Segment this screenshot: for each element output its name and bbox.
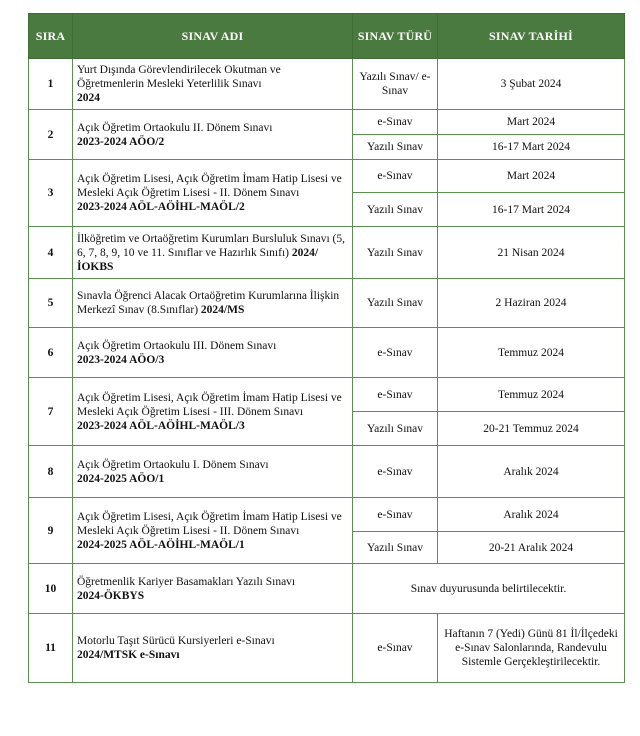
header-type: SINAV TÜRÜ (353, 14, 438, 59)
row-number: 5 (29, 279, 73, 328)
header-no: SIRA (29, 14, 73, 59)
exam-code: 2023-2024 AÖO/3 (77, 353, 165, 366)
exam-code: 2023-2024 AÖL-AÖİHL-MAÖL/3 (77, 419, 245, 432)
exam-code: 2024/MS (200, 304, 245, 316)
exam-name-cell (73, 227, 353, 279)
exam-type: e-Sınav (353, 160, 438, 193)
table-row (29, 328, 625, 378)
row-number: 6 (29, 328, 73, 378)
exam-name-cell (73, 279, 353, 328)
exam-code: 2023-2024 AÖL-AÖİHL-MAÖL/2 (77, 201, 245, 213)
row-number: 3 (29, 160, 73, 227)
exam-name: Açık Öğretim Lisesi, Açık Öğretim İmam Hatip Lisesi ve Mesleki Açık Öğretim Lisesi - III. Dönem Sınavı (77, 391, 342, 418)
table-row (29, 614, 625, 683)
exam-name: Açık Öğretim Ortaokulu II. Dönem Sınavı (77, 121, 273, 134)
exam-type: e-Sınav (353, 614, 438, 683)
exam-date: 20-21 Temmuz 2024 (438, 412, 625, 446)
exam-name-cell (73, 110, 353, 160)
exam-code: 2024/MTSK e-Sınavı (77, 649, 180, 661)
exam-name: İlköğretim ve Ortaöğretim Kurumları Bursluluk Sınavı (5, 6, 7, 8, 9, 10 ve 11. Sınıflar ve Hazırlık Sınıfı) (77, 232, 345, 259)
exam-date: Haftanın 7 (Yedi) Günü 81 İl/İlçedeki e-Sınav Salonlarında, Randevulu Sistemle Gerçekleştirilecektir. (438, 614, 625, 683)
exam-date: Temmuz 2024 (438, 328, 625, 378)
exam-date: 16-17 Mart 2024 (438, 193, 625, 227)
exam-type: e-Sınav (353, 110, 438, 135)
header-date: SINAV TARİHİ (438, 14, 625, 59)
exam-name-cell (73, 328, 353, 378)
row-number: 10 (29, 564, 73, 614)
header-row (29, 14, 625, 59)
table-row (29, 279, 625, 328)
row-number: 7 (29, 378, 73, 446)
row-number: 4 (29, 227, 73, 279)
exam-name-cell (73, 446, 353, 498)
exam-name-cell (73, 614, 353, 683)
table-row (29, 564, 625, 614)
exam-date: Mart 2024 (438, 160, 625, 193)
exam-type: e-Sınav (353, 378, 438, 412)
exam-name-cell (73, 160, 353, 227)
exam-type: e-Sınav (353, 498, 438, 532)
exam-name-cell (73, 59, 353, 110)
row-number: 11 (29, 614, 73, 683)
exam-code: 2024-2025 AÖL-AÖİHL-MAÖL/1 (77, 538, 245, 551)
exam-date: Mart 2024 (438, 110, 625, 135)
exam-type: Yazılı Sınav/ e-Sınav (353, 59, 438, 110)
table-row (29, 160, 625, 193)
table-row (29, 498, 625, 532)
exam-name: Sınavla Öğrenci Alacak Ortaöğretim Kurumlarına İlişkin Merkezî Sınav (8.Sınıflar) (77, 290, 340, 316)
exam-date: Aralık 2024 (438, 446, 625, 498)
exam-type: Yazılı Sınav (353, 412, 438, 446)
exam-code: 2023-2024 AÖO/2 (77, 135, 165, 148)
row-number: 8 (29, 446, 73, 498)
exam-type: Yazılı Sınav (353, 193, 438, 227)
announcement-note: Sınav duyurusunda belirtilecektir. (353, 564, 625, 614)
exam-type: Yazılı Sınav (353, 227, 438, 279)
header-name: SINAV ADI (73, 14, 353, 59)
row-number: 1 (29, 59, 73, 110)
exam-name: Açık Öğretim Lisesi, Açık Öğretim İmam Hatip Lisesi ve Mesleki Açık Öğretim Lisesi - II. Dönem Sınavı (77, 510, 342, 537)
exam-type: Yazılı Sınav (353, 279, 438, 328)
exam-schedule-table (28, 13, 625, 683)
exam-date: 16-17 Mart 2024 (438, 135, 625, 160)
table-row (29, 378, 625, 412)
exam-type: Yazılı Sınav (353, 135, 438, 160)
row-number: 9 (29, 498, 73, 564)
exam-name-cell (73, 498, 353, 564)
row-number: 2 (29, 110, 73, 160)
exam-name: Öğretmenlik Kariyer Basamakları Yazılı Sınavı (77, 575, 296, 588)
table-row (29, 110, 625, 135)
exam-name-cell (73, 378, 353, 446)
exam-type: e-Sınav (353, 328, 438, 378)
exam-code: 2024/İOKBS (77, 246, 319, 273)
exam-date: 2 Haziran 2024 (438, 279, 625, 328)
exam-date: 21 Nisan 2024 (438, 227, 625, 279)
exam-date: Aralık 2024 (438, 498, 625, 532)
exam-name: Yurt Dışında Görevlendirilecek Okutman ve Öğretmenlerin Mesleki Yeterlilik Sınavı (77, 64, 281, 90)
exam-code: 2024-ÖKBYS (77, 589, 145, 602)
exam-name: Motorlu Taşıt Sürücü Kursiyerleri e-Sınavı (77, 635, 275, 647)
exam-date: Temmuz 2024 (438, 378, 625, 412)
table-row (29, 59, 625, 110)
table-row (29, 446, 625, 498)
exam-name: Açık Öğretim Ortaokulu I. Dönem Sınavı (77, 458, 269, 471)
table-row (29, 227, 625, 279)
exam-code: 2024 (77, 92, 100, 104)
exam-code: 2024-2025 AÖO/1 (77, 472, 165, 485)
exam-name: Açık Öğretim Lisesi, Açık Öğretim İmam Hatip Lisesi ve Mesleki Açık Öğretim Lisesi - II. Dönem Sınavı (77, 173, 342, 199)
exam-name: Açık Öğretim Ortaokulu III. Dönem Sınavı (77, 339, 277, 352)
exam-name-cell (73, 564, 353, 614)
exam-date: 3 Şubat 2024 (438, 59, 625, 110)
exam-type: Yazılı Sınav (353, 532, 438, 564)
exam-type: e-Sınav (353, 446, 438, 498)
exam-date: 20-21 Aralık 2024 (438, 532, 625, 564)
